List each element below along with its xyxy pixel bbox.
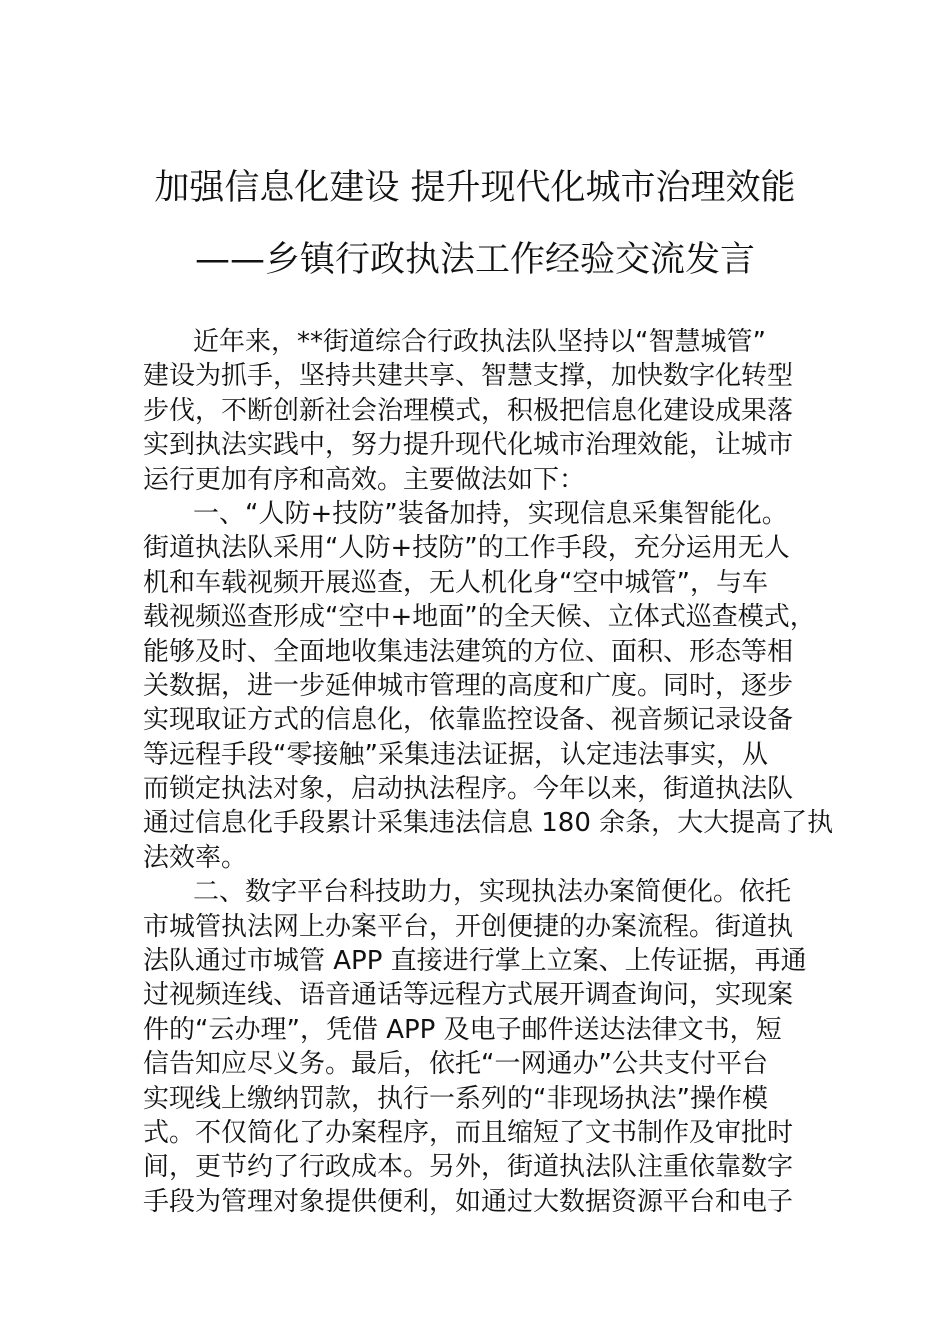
body-line: 式。不仅简化了办案程序，而且缩短了文书制作及审批时 xyxy=(143,1117,794,1148)
document-subtitle: ——乡镇行政执法工作经验交流发言 xyxy=(194,240,755,280)
body-line: 实到执法实践中，努力提升现代化城市治理效能，让城市 xyxy=(143,430,794,461)
body-line: 一、“人防+技防”装备加持，实现信息采集智能化。 xyxy=(193,498,788,529)
document-body xyxy=(143,325,843,1219)
body-line: 实现取证方式的信息化，依靠监控设备、视音频记录设备 xyxy=(143,705,794,736)
body-line: 手段为管理对象提供便利，如通过大数据资源平台和电子 xyxy=(143,1186,794,1217)
body-line: 街道执法队采用“人防+技防”的工作手段，充分运用无人 xyxy=(143,533,790,564)
document-title: 加强信息化建设 提升现代化城市治理效能 xyxy=(154,168,796,208)
body-line: 实现线上缴纳罚款，执行一系列的“非现场执法”操作模 xyxy=(143,1083,768,1114)
body-line: 而锁定执法对象，启动执法程序。今年以来，街道执法队 xyxy=(143,774,794,805)
body-line: 通过信息化手段累计采集违法信息 180 余条，大大提高了执 xyxy=(143,808,834,839)
body-line: 市城管执法网上办案平台，开创便捷的办案流程。街道执 xyxy=(143,911,794,942)
body-line: 能够及时、全面地收集违法建筑的方位、面积、形态等相 xyxy=(143,636,794,667)
body-line: 信告知应尽义务。最后，依托“一网通办”公共支付平台 xyxy=(143,1049,768,1080)
body-line: 法效率。 xyxy=(143,842,248,873)
body-line: 机和车载视频开展巡查，无人机化身“空中城管”，与车 xyxy=(143,567,768,598)
body-line: 过视频连线、语音通话等远程方式展开调查询问，实现案 xyxy=(143,980,794,1011)
body-line: 近年来，**街道综合行政执法队坚持以“智慧城管” xyxy=(193,327,766,357)
body-line: 步伐，不断创新社会治理模式，积极把信息化建设成果落 xyxy=(143,395,794,426)
body-line: 等远程手段“零接触”采集违法证据，认定违法事实，从 xyxy=(143,739,768,770)
body-line: 间，更节约了行政成本。另外，街道执法队注重依靠数字 xyxy=(143,1152,794,1183)
body-line: 法队通过市城管 APP 直接进行掌上立案、上传证据，再通 xyxy=(143,946,807,977)
body-line: 件的“云办理”，凭借 APP 及电子邮件送达法律文书，短 xyxy=(143,1014,782,1045)
body-line: 运行更加有序和高效。主要做法如下： xyxy=(143,464,586,495)
body-line: 二、数字平台科技助力，实现执法办案简便化。依托 xyxy=(193,877,792,908)
body-line: 关数据，进一步延伸城市管理的高度和广度。同时，逐步 xyxy=(143,670,794,701)
body-line: 建设为抓手，坚持共建共享、智慧支撑，加快数字化转型 xyxy=(143,361,794,392)
body-line: 载视频巡查形成“空中+地面”的全天候、立体式巡查模式， xyxy=(143,602,816,633)
